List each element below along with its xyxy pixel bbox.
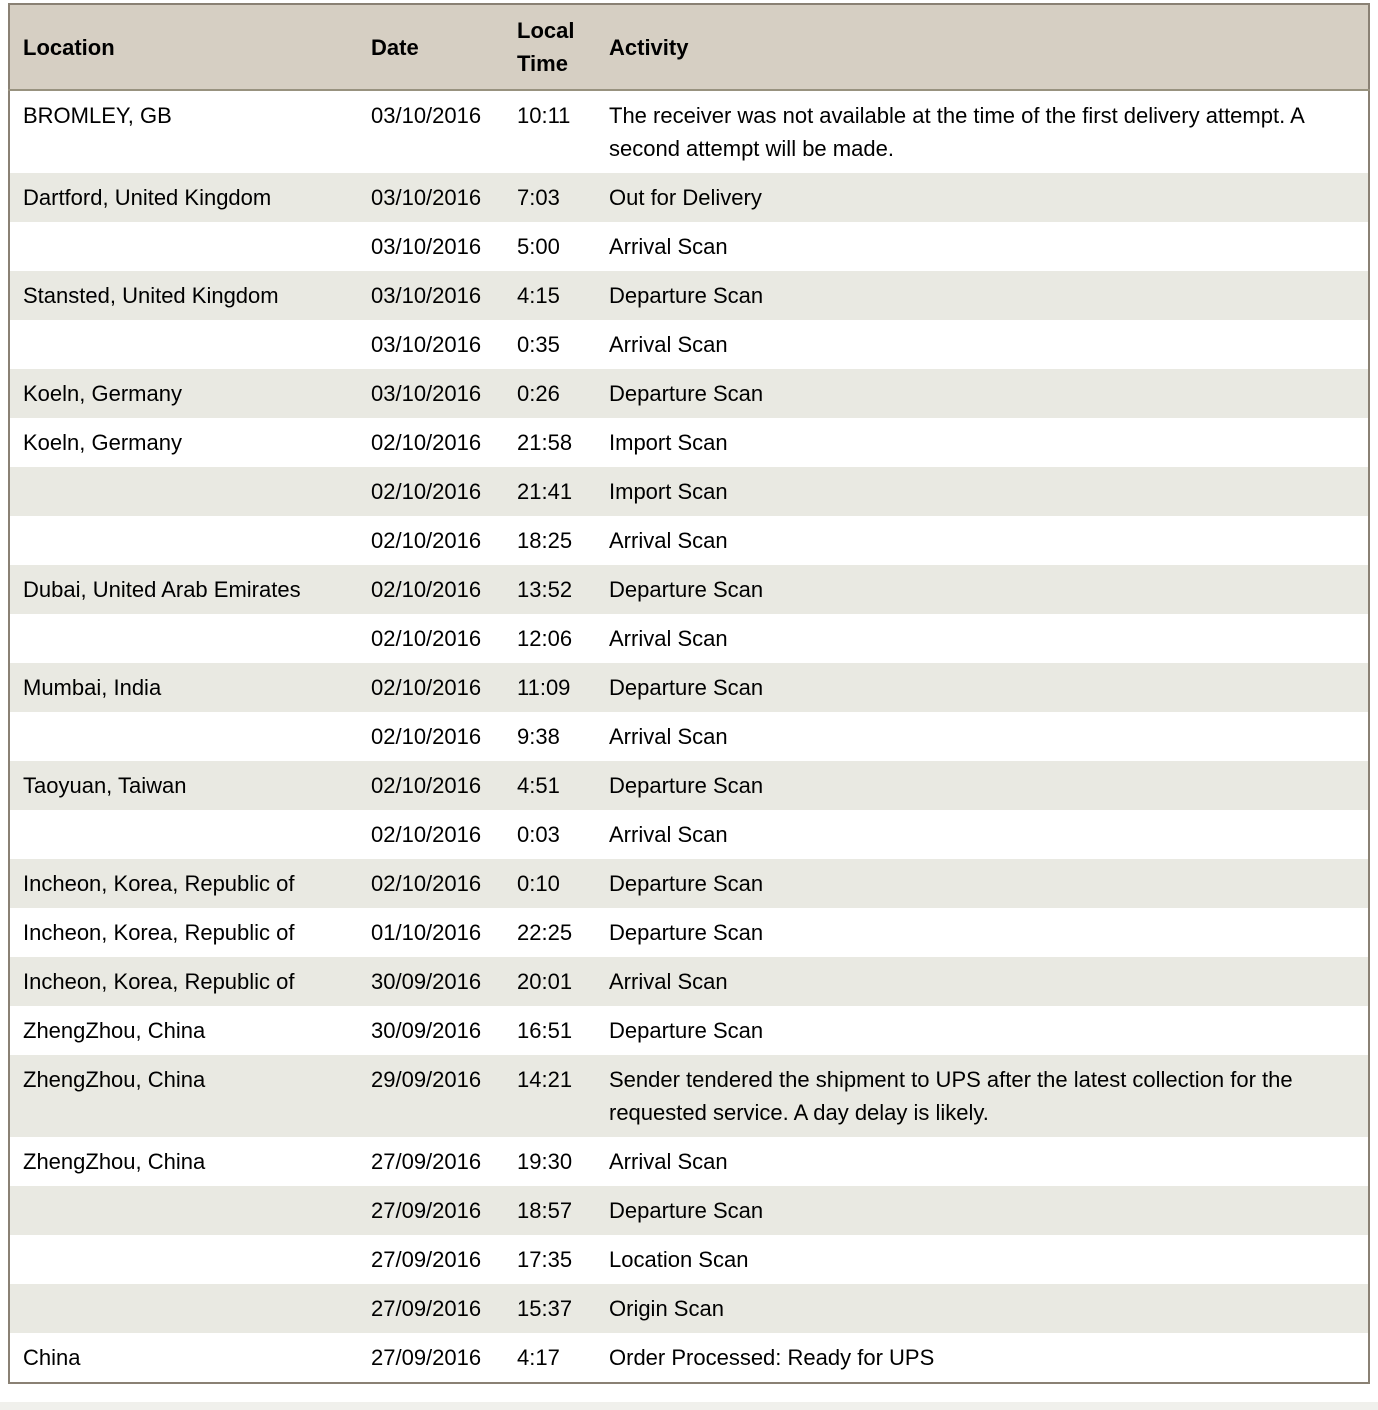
activity-cell: Out for Delivery bbox=[599, 173, 1369, 222]
location-cell: ZhengZhou, China bbox=[9, 1006, 361, 1055]
activity-cell: Departure Scan bbox=[599, 369, 1369, 418]
location-cell: ZhengZhou, China bbox=[9, 1055, 361, 1137]
date-cell: 02/10/2016 bbox=[361, 614, 507, 663]
location-cell: Incheon, Korea, Republic of bbox=[9, 957, 361, 1006]
local-time-cell: 5:00 bbox=[507, 222, 599, 271]
date-cell: 27/09/2016 bbox=[361, 1186, 507, 1235]
table-row bbox=[9, 90, 1369, 173]
date-cell: 02/10/2016 bbox=[361, 418, 507, 467]
date-cell: 29/09/2016 bbox=[361, 1055, 507, 1137]
activity-cell: Departure Scan bbox=[599, 908, 1369, 957]
activity-cell: Departure Scan bbox=[599, 1006, 1369, 1055]
date-cell: 02/10/2016 bbox=[361, 712, 507, 761]
local-time-cell: 16:51 bbox=[507, 1006, 599, 1055]
location-cell: Dubai, United Arab Emirates bbox=[9, 565, 361, 614]
column-header-activity: Activity bbox=[599, 4, 1369, 90]
date-cell: 01/10/2016 bbox=[361, 908, 507, 957]
location-cell bbox=[9, 516, 361, 565]
table-row bbox=[9, 1137, 1369, 1186]
location-cell bbox=[9, 614, 361, 663]
tracking-table-body bbox=[9, 90, 1369, 1383]
table-row bbox=[9, 1333, 1369, 1383]
table-row bbox=[9, 516, 1369, 565]
local-time-cell: 4:51 bbox=[507, 761, 599, 810]
date-cell: 02/10/2016 bbox=[361, 663, 507, 712]
activity-cell: Departure Scan bbox=[599, 859, 1369, 908]
activity-cell: Departure Scan bbox=[599, 271, 1369, 320]
location-cell: Mumbai, India bbox=[9, 663, 361, 712]
table-row bbox=[9, 761, 1369, 810]
shipment-progress-table bbox=[8, 3, 1370, 1384]
date-cell: 02/10/2016 bbox=[361, 810, 507, 859]
location-cell bbox=[9, 1186, 361, 1235]
location-cell: Taoyuan, Taiwan bbox=[9, 761, 361, 810]
activity-cell: Arrival Scan bbox=[599, 810, 1369, 859]
local-time-cell: 11:09 bbox=[507, 663, 599, 712]
table-row bbox=[9, 418, 1369, 467]
local-time-cell: 0:26 bbox=[507, 369, 599, 418]
location-cell bbox=[9, 712, 361, 761]
table-row bbox=[9, 663, 1369, 712]
activity-cell: Location Scan bbox=[599, 1235, 1369, 1284]
table-row bbox=[9, 369, 1369, 418]
local-time-cell: 4:17 bbox=[507, 1333, 599, 1383]
date-cell: 02/10/2016 bbox=[361, 859, 507, 908]
location-cell: Incheon, Korea, Republic of bbox=[9, 908, 361, 957]
local-time-cell: 22:25 bbox=[507, 908, 599, 957]
table-row bbox=[9, 1006, 1369, 1055]
activity-cell: Sender tendered the shipment to UPS after the latest collection for the requested service. A day delay is likely. bbox=[599, 1055, 1369, 1137]
activity-cell: Departure Scan bbox=[599, 565, 1369, 614]
page-section-divider bbox=[0, 1402, 1378, 1410]
date-cell: 03/10/2016 bbox=[361, 369, 507, 418]
date-cell: 30/09/2016 bbox=[361, 957, 507, 1006]
date-cell: 27/09/2016 bbox=[361, 1235, 507, 1284]
location-cell: Stansted, United Kingdom bbox=[9, 271, 361, 320]
location-cell bbox=[9, 467, 361, 516]
date-cell: 27/09/2016 bbox=[361, 1333, 507, 1383]
location-cell: Dartford, United Kingdom bbox=[9, 173, 361, 222]
location-cell: Koeln, Germany bbox=[9, 369, 361, 418]
date-cell: 03/10/2016 bbox=[361, 320, 507, 369]
activity-cell: Arrival Scan bbox=[599, 222, 1369, 271]
table-row bbox=[9, 271, 1369, 320]
activity-cell: Order Processed: Ready for UPS bbox=[599, 1333, 1369, 1383]
location-cell: ZhengZhou, China bbox=[9, 1137, 361, 1186]
date-cell: 27/09/2016 bbox=[361, 1137, 507, 1186]
table-row bbox=[9, 565, 1369, 614]
activity-cell: The receiver was not available at the time of the first delivery attempt. A second attempt will be made. bbox=[599, 90, 1369, 173]
table-header-row bbox=[9, 4, 1369, 90]
local-time-cell: 21:41 bbox=[507, 467, 599, 516]
date-cell: 02/10/2016 bbox=[361, 761, 507, 810]
local-time-cell: 0:03 bbox=[507, 810, 599, 859]
local-time-cell: 4:15 bbox=[507, 271, 599, 320]
location-cell: Koeln, Germany bbox=[9, 418, 361, 467]
table-row bbox=[9, 859, 1369, 908]
table-row bbox=[9, 1284, 1369, 1333]
local-time-cell: 21:58 bbox=[507, 418, 599, 467]
local-time-cell: 10:11 bbox=[507, 90, 599, 173]
local-time-cell: 18:25 bbox=[507, 516, 599, 565]
table-row bbox=[9, 320, 1369, 369]
date-cell: 27/09/2016 bbox=[361, 1284, 507, 1333]
date-cell: 03/10/2016 bbox=[361, 271, 507, 320]
local-time-cell: 15:37 bbox=[507, 1284, 599, 1333]
table-row bbox=[9, 222, 1369, 271]
table-row bbox=[9, 467, 1369, 516]
table-row bbox=[9, 957, 1369, 1006]
date-cell: 03/10/2016 bbox=[361, 222, 507, 271]
table-row bbox=[9, 712, 1369, 761]
local-time-cell: 0:35 bbox=[507, 320, 599, 369]
location-cell bbox=[9, 1235, 361, 1284]
activity-cell: Arrival Scan bbox=[599, 320, 1369, 369]
local-time-cell: 12:06 bbox=[507, 614, 599, 663]
table-row bbox=[9, 614, 1369, 663]
location-cell bbox=[9, 1284, 361, 1333]
activity-cell: Origin Scan bbox=[599, 1284, 1369, 1333]
table-row bbox=[9, 908, 1369, 957]
column-header-location: Location bbox=[9, 4, 361, 90]
location-cell bbox=[9, 222, 361, 271]
activity-cell: Import Scan bbox=[599, 418, 1369, 467]
local-time-cell: 20:01 bbox=[507, 957, 599, 1006]
activity-cell: Arrival Scan bbox=[599, 516, 1369, 565]
date-cell: 02/10/2016 bbox=[361, 516, 507, 565]
local-time-cell: 13:52 bbox=[507, 565, 599, 614]
table-row bbox=[9, 1055, 1369, 1137]
local-time-cell: 18:57 bbox=[507, 1186, 599, 1235]
local-time-cell: 19:30 bbox=[507, 1137, 599, 1186]
location-cell bbox=[9, 810, 361, 859]
local-time-cell: 14:21 bbox=[507, 1055, 599, 1137]
location-cell: Incheon, Korea, Republic of bbox=[9, 859, 361, 908]
activity-cell: Departure Scan bbox=[599, 761, 1369, 810]
local-time-cell: 7:03 bbox=[507, 173, 599, 222]
activity-cell: Import Scan bbox=[599, 467, 1369, 516]
activity-cell: Arrival Scan bbox=[599, 957, 1369, 1006]
location-cell: BROMLEY, GB bbox=[9, 90, 361, 173]
table-row bbox=[9, 1186, 1369, 1235]
date-cell: 03/10/2016 bbox=[361, 173, 507, 222]
activity-cell: Arrival Scan bbox=[599, 1137, 1369, 1186]
table-row bbox=[9, 1235, 1369, 1284]
local-time-cell: 17:35 bbox=[507, 1235, 599, 1284]
location-cell: China bbox=[9, 1333, 361, 1383]
date-cell: 30/09/2016 bbox=[361, 1006, 507, 1055]
location-cell bbox=[9, 320, 361, 369]
column-header-local-time: Local Time bbox=[507, 4, 599, 90]
table-row bbox=[9, 810, 1369, 859]
date-cell: 02/10/2016 bbox=[361, 565, 507, 614]
date-cell: 03/10/2016 bbox=[361, 90, 507, 173]
activity-cell: Arrival Scan bbox=[599, 614, 1369, 663]
activity-cell: Arrival Scan bbox=[599, 712, 1369, 761]
table-header bbox=[9, 4, 1369, 90]
column-header-date: Date bbox=[361, 4, 507, 90]
activity-cell: Departure Scan bbox=[599, 1186, 1369, 1235]
local-time-cell: 0:10 bbox=[507, 859, 599, 908]
activity-cell: Departure Scan bbox=[599, 663, 1369, 712]
date-cell: 02/10/2016 bbox=[361, 467, 507, 516]
local-time-cell: 9:38 bbox=[507, 712, 599, 761]
table-row bbox=[9, 173, 1369, 222]
